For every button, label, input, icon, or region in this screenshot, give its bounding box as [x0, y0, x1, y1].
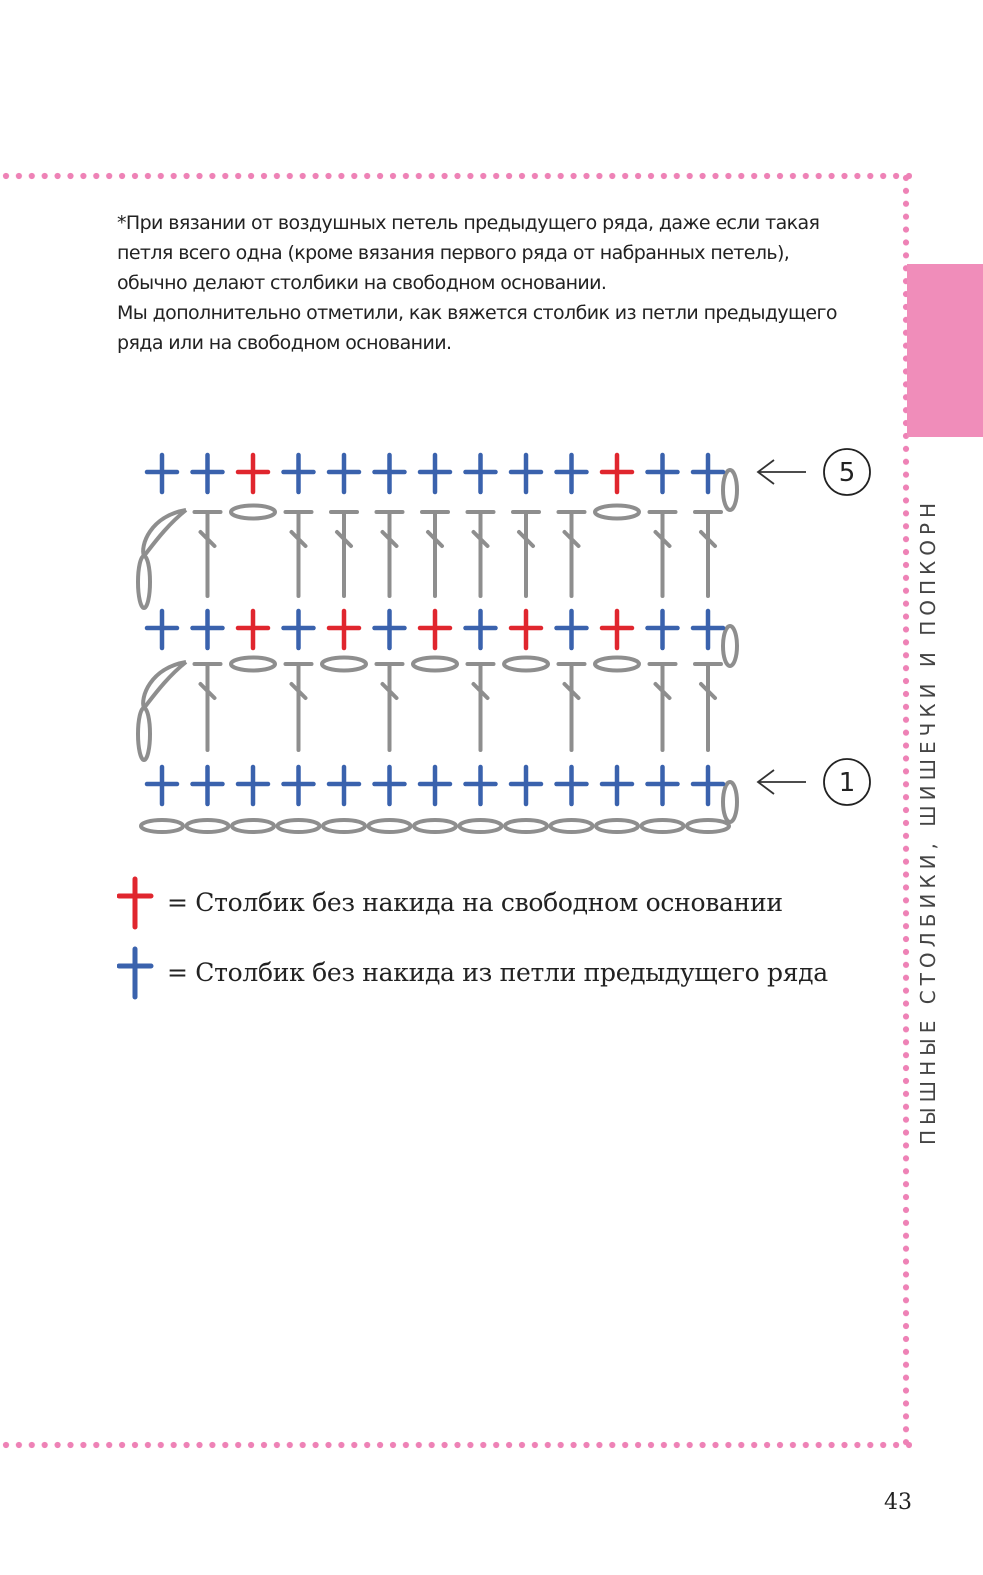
chain-oval [141, 820, 183, 832]
left-turning-chain [138, 662, 186, 760]
blue-cross-stitch [147, 455, 177, 492]
bottom-dotted-border [0, 1441, 912, 1449]
red-cross-stitch [420, 611, 450, 648]
double-crochet-stitch [650, 512, 676, 596]
red-cross-stitch [329, 611, 359, 648]
double-crochet-stitch [650, 664, 676, 750]
red-cross-icon [117, 875, 157, 935]
blue-cross-stitch [375, 611, 405, 648]
chain-oval [232, 820, 274, 832]
blue-cross-stitch [420, 767, 450, 804]
blue-cross-stitch [557, 611, 587, 648]
chapter-side-title: ПЫШНЫЕ СТОЛБИКИ, ШИШЕЧКИ И ПОПКОРН [916, 497, 940, 1145]
blue-cross-stitch [284, 455, 314, 492]
blue-cross-icon [117, 945, 157, 1005]
red-cross-stitch [238, 611, 268, 648]
double-crochet-stitch [695, 664, 721, 750]
right-turning-chain [723, 626, 737, 666]
chain-oval [231, 658, 275, 671]
double-crochet-stitch [422, 512, 448, 596]
intro-line-4: Мы дополнительно отметили, как вяжется столбик из петли предыдущего [117, 302, 837, 324]
red-cross-stitch [238, 455, 268, 492]
chain-oval [278, 820, 320, 832]
blue-cross-stitch [648, 767, 678, 804]
blue-cross-stitch [329, 455, 359, 492]
chain-oval [414, 820, 456, 832]
blue-cross-stitch [284, 767, 314, 804]
chain-oval [322, 658, 366, 671]
double-crochet-stitch [468, 512, 494, 596]
blue-cross-stitch [238, 767, 268, 804]
chain-oval [551, 820, 593, 832]
blue-cross-stitch [329, 767, 359, 804]
double-crochet-stitch [468, 664, 494, 750]
chain-oval [187, 820, 229, 832]
blue-cross-stitch [648, 611, 678, 648]
legend-item-red [117, 875, 837, 935]
blue-cross-stitch [648, 455, 678, 492]
blue-cross-stitch [511, 455, 541, 492]
double-crochet-stitch [559, 512, 585, 596]
blue-cross-stitch [693, 455, 723, 492]
blue-cross-stitch [375, 767, 405, 804]
row-number: 1 [838, 768, 856, 798]
turning-chains [138, 470, 737, 822]
legend-item-blue [117, 945, 847, 1005]
blue-cross-stitch [193, 455, 223, 492]
double-crochet-stitch [286, 512, 312, 596]
double-crochet-stitch [559, 664, 585, 750]
blue-cross-stitch [193, 611, 223, 648]
chain-oval [369, 820, 411, 832]
row-number: 5 [838, 458, 856, 488]
row-labels [758, 449, 870, 805]
intro-line-5: ряда или на свободном основании. [117, 332, 452, 354]
blue-cross-stitch [693, 611, 723, 648]
chain-oval [595, 658, 639, 671]
blue-cross-stitch [466, 611, 496, 648]
double-crochet-stitch [377, 512, 403, 596]
blue-cross-stitch [284, 611, 314, 648]
blue-cross-stitch [557, 455, 587, 492]
chain-oval [595, 506, 639, 519]
right-turning-chain [723, 782, 737, 822]
double-crochet-stitch [377, 664, 403, 750]
double-crochet-stitch [195, 664, 221, 750]
chain-oval [323, 820, 365, 832]
blue-cross-stitch [693, 767, 723, 804]
blue-cross-stitch [511, 767, 541, 804]
chain-oval [231, 506, 275, 519]
blue-cross-stitch [466, 767, 496, 804]
blue-cross-stitch [557, 767, 587, 804]
intro-line-2: петля всего одна (кроме вязания первого ряда от набранных петель), [117, 242, 790, 264]
red-cross-stitch [602, 455, 632, 492]
blue-cross-stitch [420, 455, 450, 492]
double-crochet-stitch [513, 512, 539, 596]
chain-oval [504, 658, 548, 671]
intro-line-1: *При вязании от воздушных петель предыдущего ряда, даже если такая [117, 212, 820, 234]
blue-cross-stitch [466, 455, 496, 492]
red-cross-stitch [602, 611, 632, 648]
chain-oval [460, 820, 502, 832]
left-turning-chain [138, 510, 186, 608]
blue-cross-stitch [193, 767, 223, 804]
legend-text-blue: = Столбик без накида из петли предыдущего ряда [167, 958, 828, 987]
double-crochet-stitches [195, 512, 722, 750]
row-label-marker [758, 759, 870, 805]
chain-oval [413, 658, 457, 671]
blue-cross-stitch [147, 611, 177, 648]
right-turning-chain [723, 470, 737, 510]
double-crochet-stitch [331, 512, 357, 596]
blue-cross-stitch [375, 455, 405, 492]
intro-line-3: обычно делают столбики на свободном основании. [117, 272, 607, 294]
chain-oval [505, 820, 547, 832]
chain-oval [687, 820, 729, 832]
chain-oval [596, 820, 638, 832]
page-number: 43 [884, 1490, 912, 1515]
legend-text-red: = Столбик без накида на свободном основании [167, 888, 783, 917]
double-crochet-stitch [286, 664, 312, 750]
row-label-marker [758, 449, 870, 495]
chain-oval [642, 820, 684, 832]
double-crochet-stitch [195, 512, 221, 596]
red-cross-stitch [511, 611, 541, 648]
blue-cross-stitch [602, 767, 632, 804]
double-crochet-stitch [695, 512, 721, 596]
blue-cross-stitch [147, 767, 177, 804]
